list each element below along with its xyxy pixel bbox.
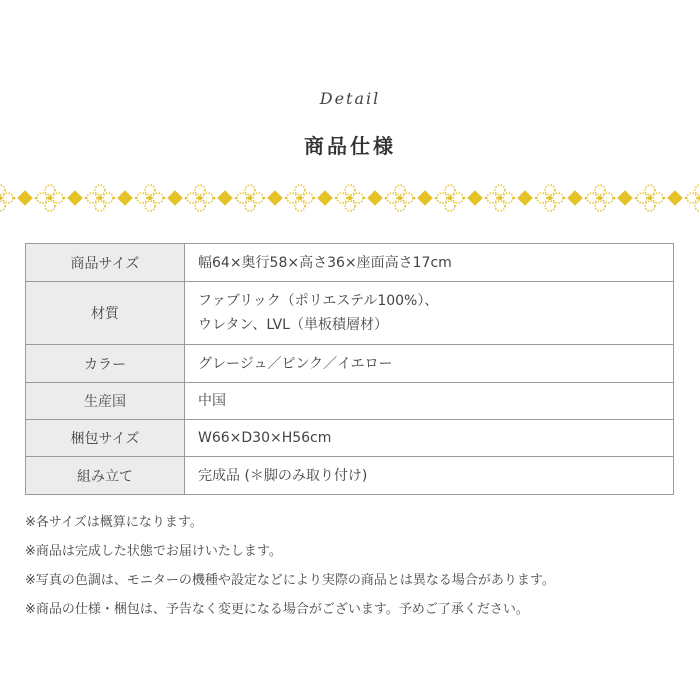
dot-ornament-icon <box>463 197 466 200</box>
flower-ornament-icon <box>387 185 413 211</box>
spec-value-line: ウレタン、LVL（単板積層材） <box>198 317 388 333</box>
spec-label: 組み立て <box>26 457 185 495</box>
flower-ornament-icon <box>0 185 13 211</box>
diamond-ornament-icon <box>617 190 633 206</box>
note-item: ※商品は完成した状態でお届けいたします。 <box>25 544 282 559</box>
spec-row-color <box>26 345 674 383</box>
dot-ornament-icon <box>663 197 666 200</box>
diamond-ornament-icon <box>517 190 533 206</box>
diamond-ornament-icon <box>17 190 33 206</box>
diamond-ornament-icon <box>267 190 283 206</box>
diamond-ornament-icon <box>117 190 133 206</box>
spec-value-line: 完成品 (＊脚のみ取り付け) <box>198 467 368 484</box>
spec-value <box>185 457 674 495</box>
diamond-ornament-icon <box>417 190 433 206</box>
flower-ornament-icon <box>437 185 463 211</box>
flower-ornament-icon <box>237 185 263 211</box>
dot-ornament-icon <box>13 197 16 200</box>
dot-ornament-icon <box>363 197 366 200</box>
dot-ornament-icon <box>413 197 416 200</box>
diamond-ornament-icon <box>167 190 183 206</box>
spec-label: カラー <box>26 345 185 383</box>
flower-ornament-icon <box>137 185 163 211</box>
spec-label: 生産国 <box>26 383 185 420</box>
dot-ornament-icon <box>113 197 116 200</box>
flower-ornament-icon <box>687 185 700 211</box>
spec-value <box>185 420 674 457</box>
spec-label: 材質 <box>26 282 185 345</box>
diamond-ornament-icon <box>367 190 383 206</box>
flower-ornament-icon <box>187 185 213 211</box>
spec-label: 商品サイズ <box>26 244 185 282</box>
dot-ornament-icon <box>313 197 316 200</box>
diamond-ornament-icon <box>317 190 333 206</box>
note-item: ※各サイズは概算になります。 <box>25 515 203 530</box>
spec-value <box>185 282 674 345</box>
dot-ornament-icon <box>613 197 616 200</box>
flower-ornament-icon <box>487 185 513 211</box>
spec-row-assembly <box>26 457 674 495</box>
flower-ornament-icon <box>287 185 313 211</box>
spec-value-line: W66×D30×H56cm <box>198 430 332 446</box>
spec-value-line: 幅64×奥行58×高さ36×座面高さ17cm <box>198 254 452 271</box>
diamond-ornament-icon <box>217 190 233 206</box>
flower-ornament-icon <box>637 185 663 211</box>
diamond-ornament-icon <box>567 190 583 206</box>
diamond-ornament-icon <box>67 190 83 206</box>
dot-ornament-icon <box>513 197 516 200</box>
spec-value <box>185 345 674 383</box>
note-item: ※商品の仕様・梱包は、予告なく変更になる場合がございます。予めご了承ください。 <box>25 602 529 617</box>
spec-value-line: グレージュ／ピンク／イエロー <box>198 355 393 372</box>
spec-label: 梱包サイズ <box>26 420 185 457</box>
note-item: ※写真の色調は、モニターの機種や設定などにより実際の商品とは異なる場合があります。 <box>25 573 555 588</box>
spec-row-origin <box>26 383 674 420</box>
dot-ornament-icon <box>163 197 166 200</box>
diamond-ornament-icon <box>467 190 483 206</box>
flower-ornament-icon <box>337 185 363 211</box>
page-title: 商品仕様 <box>304 134 396 158</box>
spec-row-package-size <box>26 420 674 457</box>
spec-value <box>185 244 674 282</box>
spec-row-size <box>26 244 674 282</box>
spec-value-line: 中国 <box>198 393 226 409</box>
dot-ornament-icon <box>563 197 566 200</box>
flower-ornament-icon <box>587 185 613 211</box>
spec-table <box>25 243 674 495</box>
decorative-ornament-band <box>0 181 700 215</box>
flower-ornament-icon <box>37 185 63 211</box>
notes-list <box>25 513 555 629</box>
diamond-ornament-icon <box>667 190 683 206</box>
dot-ornament-icon <box>63 197 66 200</box>
dot-ornament-icon <box>263 197 266 200</box>
dot-ornament-icon <box>213 197 216 200</box>
spec-row-material <box>26 282 674 345</box>
spec-value-line: ファブリック（ポリエステル100%）、 <box>198 293 439 309</box>
flower-ornament-icon <box>537 185 563 211</box>
section-eyebrow: Detail <box>319 89 381 108</box>
spec-value <box>185 383 674 420</box>
flower-ornament-icon <box>87 185 113 211</box>
